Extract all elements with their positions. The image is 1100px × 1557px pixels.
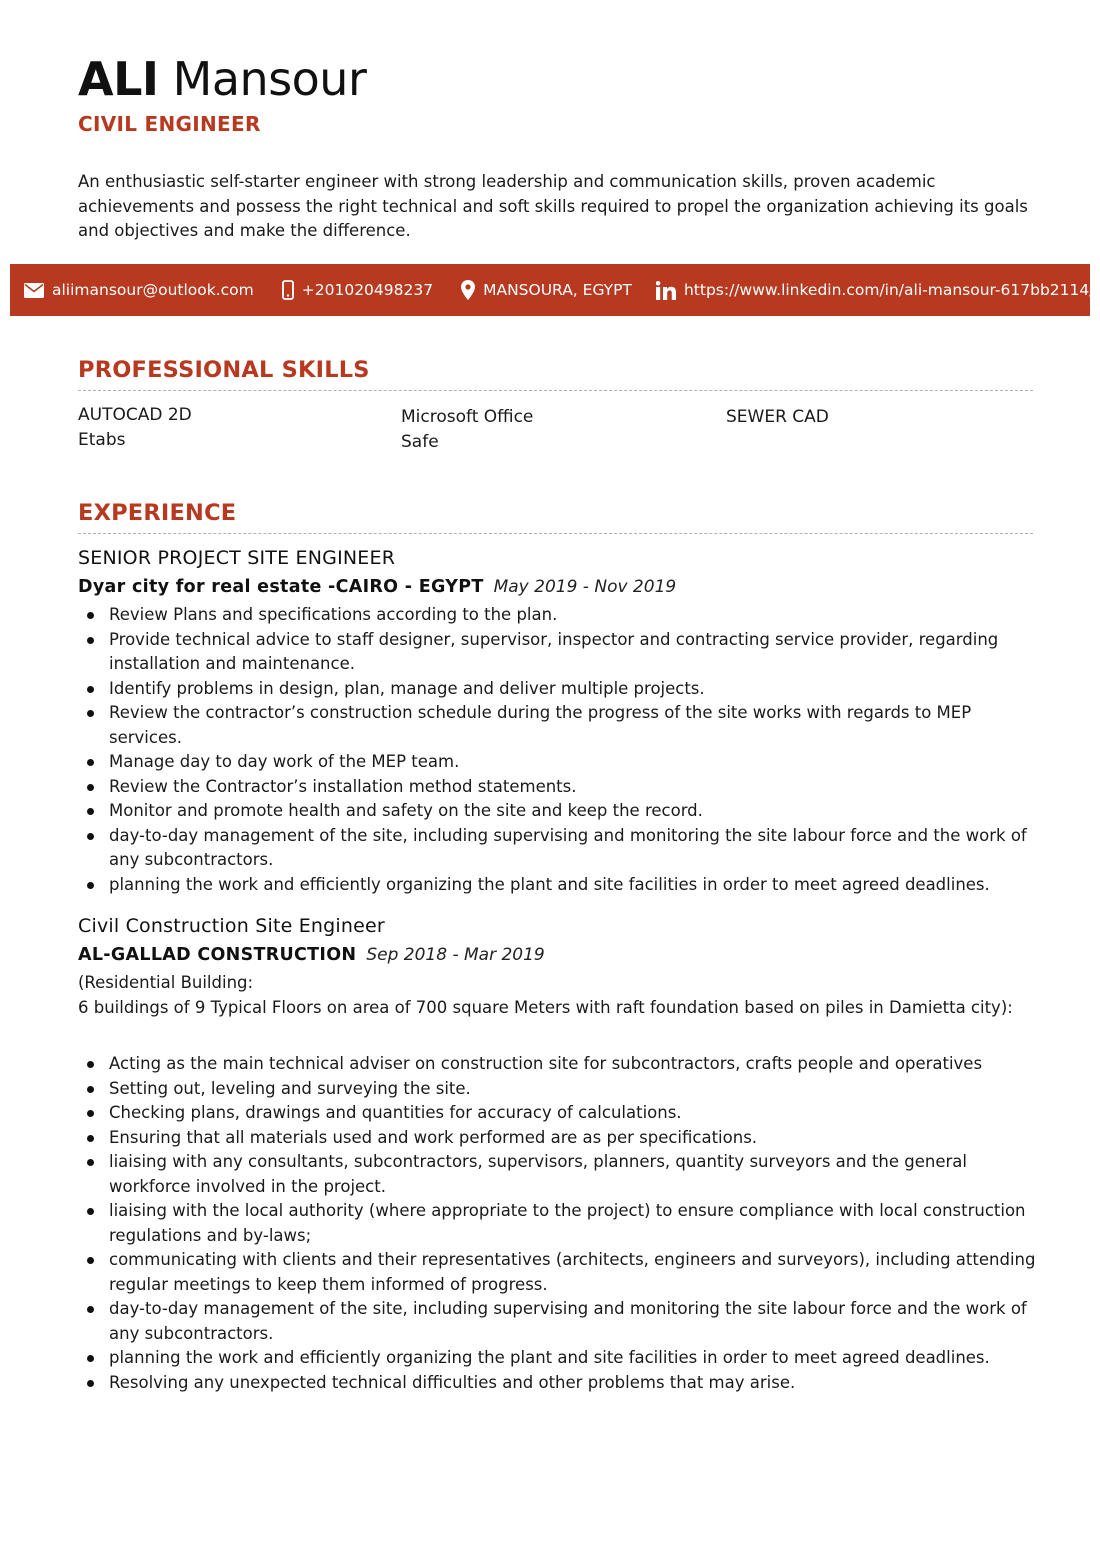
list-item: liaising with any consultants, subcontractors, supervisors, planners, quantity surveyors and the general workforce involved in the project.	[78, 1150, 1038, 1199]
list-item: Manage day to day work of the MEP team.	[78, 750, 1038, 775]
list-item: Acting as the main technical adviser on construction site for subcontractors, crafts people and operatives	[78, 1052, 1038, 1077]
job-2-company-line	[78, 945, 545, 965]
list-item: Ensuring that all materials used and work performed are as per specifications.	[78, 1126, 1038, 1151]
skill-item: Safe	[401, 432, 439, 452]
linkedin-text[interactable]: https://www.linkedin.com/in/ali-mansour-617bb2114/	[683, 281, 1095, 299]
summary: An enthusiastic self-starter engineer with strong leadership and communication skills, proven academic achievements and possess the right technical and soft skills required to propel the organization achieving its goals and objectives and make the difference.	[78, 172, 1028, 240]
job-2-bullets	[78, 1052, 1038, 1395]
list-item: Monitor and promote health and safety on the site and keep the record.	[78, 799, 1038, 824]
list-item: Checking plans, drawings and quantities for accuracy of calculations.	[78, 1101, 1038, 1126]
skill-item: Microsoft Office	[401, 407, 534, 427]
contact-linkedin[interactable]	[656, 281, 1094, 300]
list-item: Review Plans and specifications according to the plan.	[78, 603, 1038, 628]
list-item: Review the contractor’s construction schedule during the progress of the site works with regards to MEP services.	[78, 701, 1038, 750]
candidate-name	[78, 50, 366, 108]
skill-item: SEWER CAD	[726, 407, 829, 427]
skills-divider	[78, 390, 1033, 391]
envelope-icon	[24, 283, 44, 298]
list-item: Identify problems in design, plan, manage and deliver multiple projects.	[78, 677, 1038, 702]
last-name: Mansour	[172, 52, 367, 106]
phone-icon	[282, 280, 294, 300]
contact-email[interactable]	[24, 281, 254, 299]
contact-bar	[10, 264, 1095, 316]
job-title: CIVIL ENGINEER	[78, 112, 261, 136]
list-item: liaising with the local authority (where appropriate to the project) to ensure compliance with local construction regulations and by-laws;	[78, 1199, 1038, 1248]
job-1-bullets	[78, 603, 1038, 897]
experience-heading: EXPERIENCE	[78, 500, 237, 526]
list-item: planning the work and efficiently organizing the plant and site facilities in order to meet agreed deadlines.	[78, 1346, 1038, 1371]
list-item: Provide technical advice to staff designer, supervisor, inspector and contracting service provider, regarding installation and maintenance.	[78, 628, 1038, 677]
job-2-dates: Sep 2018 - Mar 2019	[366, 945, 545, 965]
job-1-company: Dyar city for real estate -CAIRO - EGYPT	[78, 577, 484, 597]
email-text[interactable]: aliimansour@outlook.com	[52, 281, 254, 299]
contact-phone[interactable]	[282, 280, 433, 300]
job-2-description-line: (Residential Building:	[78, 973, 254, 992]
list-item: Setting out, leveling and surveying the site.	[78, 1077, 1038, 1102]
job-2-description-line: 6 buildings of 9 Typical Floors on area of 700 square Meters with raft foundation based on piles in Damietta city):	[78, 997, 1013, 1017]
map-pin-icon	[461, 280, 475, 300]
phone-text[interactable]: +201020498237	[301, 281, 434, 299]
skill-item: Etabs	[78, 430, 126, 450]
list-item: communicating with clients and their representatives (architects, engineers and surveyors), including attending regular meetings to keep them informed of progress.	[78, 1248, 1038, 1297]
job-1-company-line	[78, 577, 676, 597]
experience-divider	[78, 533, 1033, 534]
job-2-description	[78, 971, 1038, 1020]
job-1-dates: May 2019 - Nov 2019	[493, 577, 677, 597]
list-item: day-to-day management of the site, including supervising and monitoring the site labour force and the work of any subcontractors.	[78, 824, 1038, 873]
list-item: Review the Contractor’s installation method statements.	[78, 775, 1038, 800]
contact-location	[461, 280, 632, 300]
list-item: planning the work and efficiently organizing the plant and site facilities in order to meet agreed deadlines.	[78, 873, 1038, 898]
job-2-company: AL-GALLAD CONSTRUCTION	[78, 945, 357, 965]
job-1-title: SENIOR PROJECT SITE ENGINEER	[78, 547, 396, 569]
linkedin-icon	[656, 281, 676, 300]
list-item: day-to-day management of the site, including supervising and monitoring the site labour force and the work of any subcontractors.	[78, 1297, 1038, 1346]
location-text: MANSOURA, EGYPT	[483, 281, 632, 299]
skill-item: AUTOCAD 2D	[78, 405, 192, 425]
list-item: Resolving any unexpected technical difficulties and other problems that may arise.	[78, 1371, 1038, 1396]
job-2-title: Civil Construction Site Engineer	[78, 915, 385, 937]
skills-heading: PROFESSIONAL SKILLS	[78, 357, 370, 383]
first-name: ALI	[78, 52, 159, 106]
